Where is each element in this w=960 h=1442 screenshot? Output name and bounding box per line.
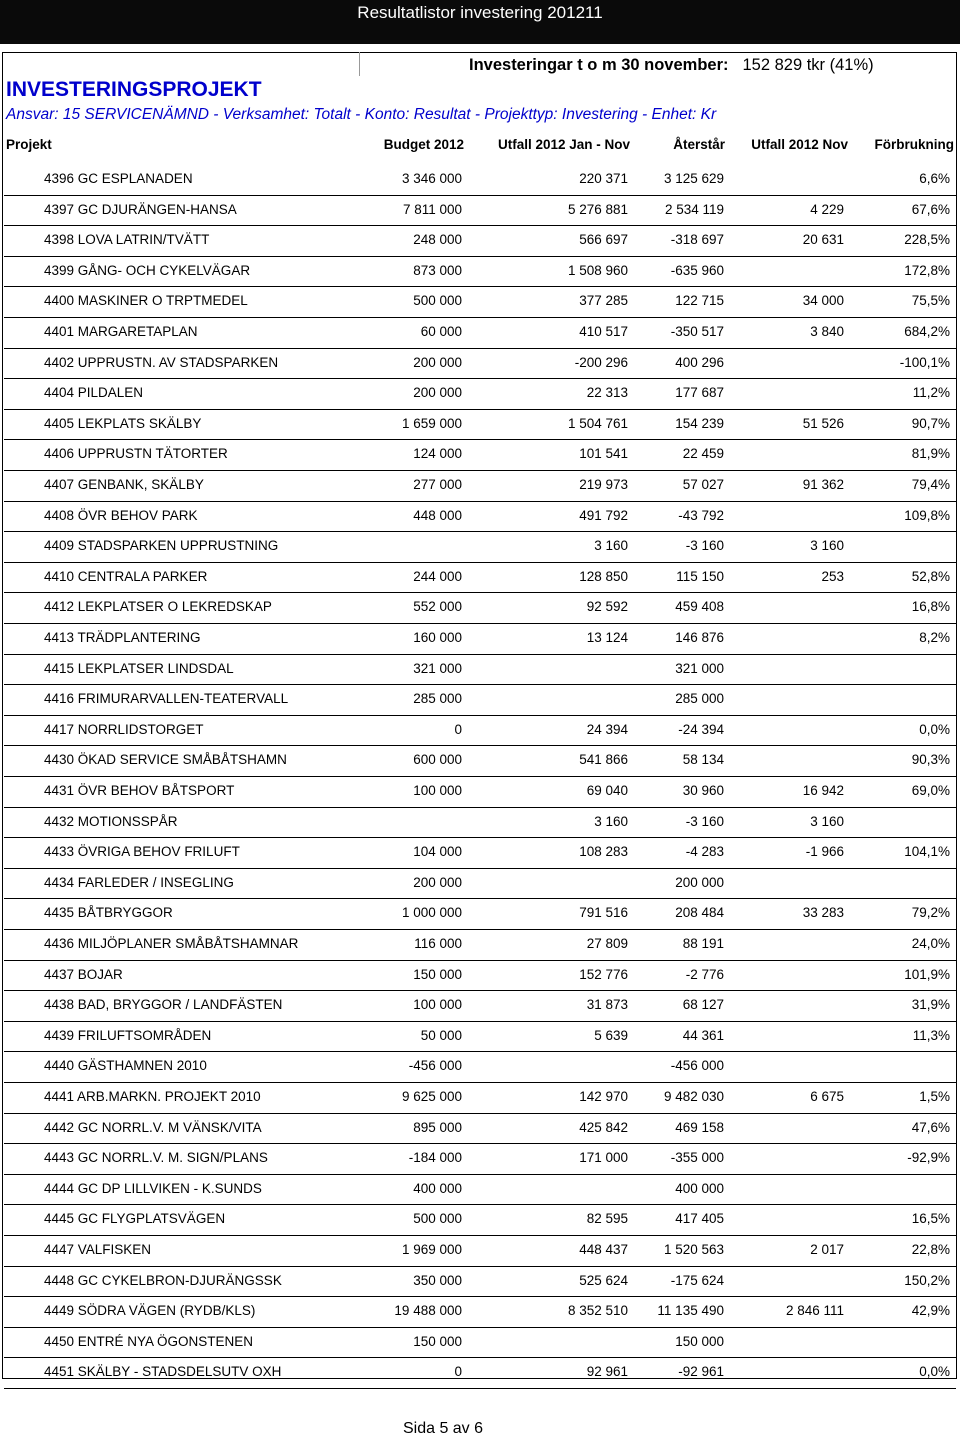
project-name: 4433 ÖVRIGA BEHOV FRILUFT [44,844,240,860]
utfall-cell: 13 124 [586,630,628,645]
utfall-cell: 791 516 [579,905,628,921]
forbrukning-cell: 228,5% [904,232,950,248]
aterstar-cell: 30 960 [682,783,724,798]
aterstar-cell: 68 127 [682,997,724,1013]
budget-cell: 400 000 [413,1180,462,1196]
utfall-cell: 82 595 [586,1211,628,1227]
aterstar-cell: -3 160 [685,813,724,829]
utfall-cell: 152 776 [579,966,628,982]
project-name: 4410 CENTRALA PARKER [44,568,208,584]
utfall-cell: 8 352 510 [567,1303,628,1319]
table-row [4,349,956,380]
project-name: 4417 NORRLIDSTORGET [44,721,204,737]
utfall-cell: 5 639 [594,1027,628,1043]
project-name: 4398 LOVA LATRIN/TVÄTT [44,232,210,248]
aterstar-cell: 417 405 [675,1211,724,1227]
aterstar-cell: 3 125 629 [663,171,724,186]
aterstar-cell: 200 000 [675,874,724,890]
budget-cell: 0 [454,1364,462,1380]
budget-cell: 124 000 [413,446,462,462]
utfall-nov-cell: 51 526 [802,415,844,431]
project-name: 4416 FRIMURARVALLEN-TEATERVALL [44,691,289,707]
forbrukning-cell: 67,6% [911,201,950,217]
utfall-nov-cell: 3 160 [810,813,844,829]
table-row [4,226,956,257]
budget-cell: 1 659 000 [401,415,462,431]
table-row [4,1083,956,1114]
utfall-nov-cell: 6 675 [810,1089,844,1104]
forbrukning-cell: 52,8% [911,568,950,584]
project-name: 4431 ÖVR BEHOV BÅTSPORT [44,783,235,798]
budget-cell: 0 [454,721,462,737]
forbrukning-cell: 8,2% [919,630,950,645]
project-name: 4407 GENBANK, SKÄLBY [44,477,204,492]
column-header-utfall: Utfall 2012 Jan - Nov [497,137,630,152]
column-header-aterstar: Återstår [673,137,725,152]
aterstar-cell: 177 687 [675,385,724,401]
aterstar-cell: -92 961 [678,1364,724,1380]
budget-cell: 1 969 000 [401,1242,462,1257]
utfall-nov-cell: 4 229 [810,201,844,217]
aterstar-cell: -4 283 [685,844,724,860]
aterstar-cell: 44 361 [682,1027,724,1043]
budget-cell: 116 000 [414,936,462,951]
project-name: 4445 GC FLYGPLATSVÄGEN [44,1211,226,1227]
table-row [4,563,956,594]
utfall-cell: 566 697 [579,232,628,248]
utfall-cell: 377 285 [579,293,628,309]
table-row [4,410,956,441]
budget-cell: 873 000 [413,262,462,278]
forbrukning-cell: 81,9% [911,446,950,462]
aterstar-cell: -350 517 [670,324,724,339]
budget-cell: 277 000 [413,477,462,492]
project-name: 4451 SKÄLBY - STADSDELSUTV OXH [44,1364,282,1380]
forbrukning-cell: 16,8% [911,599,950,615]
aterstar-cell: 9 482 030 [663,1089,724,1104]
aterstar-cell: -43 792 [678,507,724,523]
table-row [4,502,956,533]
table-row [4,1267,956,1298]
budget-cell: 500 000 [413,293,462,309]
utfall-cell: 24 394 [586,721,628,737]
aterstar-cell: 150 000 [675,1333,724,1349]
utfall-nov-cell: 91 362 [802,477,844,492]
budget-cell: 448 000 [413,507,462,523]
project-name: 4430 ÖKAD SERVICE SMÅBÅTSHAMN [44,752,287,768]
project-name: 4402 UPPRUSTN. AV STADSPARKEN [44,354,279,370]
project-name: 4408 ÖVR BEHOV PARK [44,507,198,523]
budget-cell: 100 000 [413,997,462,1013]
forbrukning-cell: 69,0% [911,783,950,798]
project-name: 4439 FRILUFTSOMRÅDEN [44,1027,212,1043]
table-row [4,1114,956,1145]
utfall-cell: 219 973 [579,477,628,492]
utfall-cell: 491 792 [579,507,628,523]
table-row [4,961,956,992]
utfall-cell: 1 508 960 [567,262,628,278]
utfall-nov-cell: 3 160 [810,538,844,554]
aterstar-cell: 88 191 [682,936,724,951]
table-row [4,899,956,930]
project-name: 4406 UPPRUSTN TÄTORTER [44,446,228,462]
investment-summary [469,56,874,75]
aterstar-cell: 2 534 119 [664,201,724,217]
column-header-budget: Budget 2012 [383,137,464,152]
column-header-forbrukning: Förbrukning [874,137,954,152]
budget-cell: 350 000 [413,1272,462,1288]
forbrukning-cell: 22,8% [911,1242,950,1257]
project-name: 4447 VALFISKEN [44,1242,152,1257]
forbrukning-cell: 31,9% [911,997,950,1013]
project-name: 4400 MASKINER O TRPTMEDEL [44,293,248,309]
table-row [4,685,956,716]
budget-cell: 200 000 [413,354,462,370]
project-name: 4401 MARGARETAPLAN [44,324,198,339]
forbrukning-cell: 0,0% [919,1364,950,1380]
aterstar-cell: 208 484 [675,905,724,921]
table-row [4,318,956,349]
utfall-nov-cell: 2 846 111 [785,1303,844,1319]
column-header-utfall-nov: Utfall 2012 Nov [751,137,848,152]
utfall-cell: 108 283 [579,844,628,860]
utfall-cell: 92 961 [586,1364,628,1380]
budget-cell: 160 000 [413,630,462,645]
aterstar-cell: 1 520 563 [663,1242,724,1257]
table-row [4,838,956,869]
budget-cell: 150 000 [413,966,462,982]
forbrukning-cell: -100,1% [899,354,950,370]
table-row [4,777,956,808]
forbrukning-cell: 101,9% [904,966,950,982]
utfall-cell: 3 160 [594,538,628,554]
budget-cell: 100 000 [413,783,462,798]
project-name: 4442 GC NORRL.V. M VÄNSK/VITA [44,1119,262,1135]
utfall-cell: 3 160 [594,813,628,829]
aterstar-cell: 11 135 490 [657,1303,724,1319]
forbrukning-cell: 16,5% [911,1211,950,1227]
project-name: 4399 GÅNG- OCH CYKELVÄGAR [44,262,251,278]
forbrukning-cell: 1,5% [919,1089,950,1104]
project-name: 4415 LEKPLATSER LINDSDAL [44,660,234,676]
budget-cell: 244 000 [413,568,462,584]
aterstar-cell: 122 715 [675,293,724,309]
table-row [4,532,956,563]
budget-cell: -456 000 [408,1058,462,1074]
aterstar-cell: 58 134 [682,752,724,768]
table-row [4,440,956,471]
utfall-cell: 410 517 [579,324,628,339]
project-name: 4404 PILDALEN [44,385,144,401]
utfall-cell: 425 842 [579,1119,628,1135]
table-row [4,1236,956,1267]
summary-label: Investeringar t o m 30 november: [469,56,729,74]
budget-cell: 60 000 [420,324,462,339]
forbrukning-cell: 75,5% [911,293,950,309]
utfall-nov-cell: 20 631 [802,232,844,248]
forbrukning-cell: 172,8% [904,262,950,278]
utfall-cell: 1 504 761 [567,415,628,431]
aterstar-cell: 115 150 [676,568,724,584]
utfall-cell: 128 850 [579,568,628,584]
aterstar-cell: 321 000 [675,660,724,676]
forbrukning-cell: 79,4% [911,477,950,492]
table-row [4,1144,956,1175]
budget-cell: 200 000 [413,874,462,890]
forbrukning-cell: 11,3% [912,1027,950,1043]
project-name: 4438 BAD, BRYGGOR / LANDFÄSTEN [44,997,283,1013]
forbrukning-cell: 104,1% [904,844,950,860]
forbrukning-cell: 684,2% [904,324,950,339]
budget-cell: 500 000 [413,1211,462,1227]
utfall-nov-cell: 253 [821,568,844,584]
table-row [4,1358,956,1389]
table-row [4,1205,956,1236]
budget-cell: 1 000 000 [401,905,462,921]
project-name: 4449 SÖDRA VÄGEN (RYDB/KLS) [44,1303,256,1319]
project-name: 4440 GÄSTHAMNEN 2010 [44,1058,207,1074]
utfall-cell: 22 313 [586,385,628,401]
utfall-cell: 69 040 [586,783,628,798]
utfall-cell: 220 371 [579,171,628,186]
project-name: 4432 MOTIONSSPÅR [44,813,178,829]
table-row [4,1175,956,1206]
table-row [4,379,956,410]
utfall-nov-cell: 2 017 [810,1242,844,1257]
budget-cell: 895 000 [413,1119,462,1135]
aterstar-cell: -355 000 [670,1150,724,1166]
project-name: 4412 LEKPLATSER O LEKREDSKAP [44,599,272,615]
aterstar-cell: -3 160 [685,538,724,554]
report-subtitle: Ansvar: 15 SERVICENÄMND - Verksamhet: Totalt - Konto: Resultat - Projekttyp: Investering - Enhet: Kr [6,106,717,123]
utfall-cell: 27 809 [586,936,628,951]
table-row [4,1052,956,1083]
budget-cell: 248 000 [413,232,462,248]
table-row [4,257,956,288]
budget-cell: 3 346 000 [401,171,462,186]
project-name: 4437 BOJAR [44,966,123,982]
utfall-cell: 5 276 881 [567,201,628,217]
utfall-nov-cell: 34 000 [802,293,844,309]
utfall-cell: 92 592 [586,599,628,615]
table-row [4,624,956,655]
table-row [4,196,956,227]
aterstar-cell: 285 000 [675,691,724,707]
project-name: 4443 GC NORRL.V. M. SIGN/PLANS [44,1150,268,1166]
budget-cell: 552 000 [413,599,462,615]
summary-value: 152 829 tkr (41%) [742,56,874,74]
forbrukning-cell: 150,2% [904,1272,950,1288]
budget-cell: 7 811 000 [402,201,462,217]
utfall-cell: 171 000 [579,1150,628,1166]
project-name: 4396 GC ESPLANADEN [44,171,193,186]
project-name: 4435 BÅTBRYGGOR [44,905,173,921]
document-title-bar [0,0,960,44]
utfall-cell: 101 541 [579,446,628,462]
table-row [4,593,956,624]
table-row [4,165,956,196]
utfall-cell: 525 624 [579,1272,628,1288]
forbrukning-cell: 42,9% [911,1303,950,1319]
table-row [4,716,956,747]
project-name: 4397 GC DJURÄNGEN-HANSA [44,201,237,217]
project-name: 4436 MILJÖPLANER SMÅBÅTSHAMNAR [44,936,299,951]
utfall-cell: 31 873 [586,997,628,1013]
utfall-cell: 142 970 [579,1089,628,1104]
aterstar-cell: 57 027 [682,477,724,492]
aterstar-cell: 22 459 [682,446,724,462]
forbrukning-cell: 90,7% [911,415,950,431]
table-row [4,930,956,961]
table-row [4,1328,956,1359]
project-name: 4434 FARLEDER / INSEGLING [44,874,234,890]
project-name: 4448 GC CYKELBRON-DJURÄNGSSK [44,1272,282,1288]
forbrukning-cell: 0,0% [919,721,950,737]
utfall-nov-cell: 33 283 [802,905,844,921]
table-row [4,655,956,686]
forbrukning-cell: 109,8% [904,507,950,523]
aterstar-cell: -24 394 [678,721,724,737]
aterstar-cell: 154 239 [675,415,724,431]
utfall-cell: 448 437 [579,1242,628,1257]
project-name: 4409 STADSPARKEN UPPRUSTNING [44,538,279,554]
project-name: 4450 ENTRÉ NYA ÖGONSTENEN [44,1333,254,1349]
forbrukning-cell: -92,9% [907,1150,950,1166]
aterstar-cell: -635 960 [670,262,724,278]
report-title: INVESTERINGSPROJEKT [6,78,262,101]
header-divider [359,52,360,76]
utfall-nov-cell: -1 966 [805,844,844,860]
table-row [4,991,956,1022]
aterstar-cell: 459 408 [675,599,724,615]
table-row [4,1022,956,1053]
budget-cell: 600 000 [413,752,462,768]
project-name: 4413 TRÄDPLANTERING [44,630,201,645]
table-row [4,287,956,318]
forbrukning-cell: 47,6% [911,1119,950,1135]
table-row [4,746,956,777]
utfall-cell: 541 866 [579,752,628,768]
aterstar-cell: -2 776 [685,966,724,982]
project-name: 4405 LEKPLATS SKÄLBY [44,415,202,431]
forbrukning-cell: 11,2% [912,385,950,401]
table-row [4,1297,956,1328]
aterstar-cell: 469 158 [675,1119,724,1135]
budget-cell: 321 000 [413,660,462,676]
aterstar-cell: 146 876 [675,630,724,645]
budget-cell: 9 625 000 [401,1089,462,1104]
aterstar-cell: -175 624 [670,1272,724,1288]
budget-cell: -184 000 [408,1150,462,1166]
table-row [4,808,956,839]
aterstar-cell: 400 000 [675,1180,724,1196]
forbrukning-cell: 24,0% [911,936,950,951]
forbrukning-cell: 90,3% [911,752,950,768]
budget-cell: 150 000 [413,1333,462,1349]
budget-cell: 104 000 [413,844,462,860]
aterstar-cell: 400 296 [675,354,724,370]
utfall-cell: -200 296 [574,354,628,370]
aterstar-cell: -318 697 [670,232,724,248]
page-number: Sida 5 av 6 [402,1420,484,1437]
aterstar-cell: -456 000 [670,1058,724,1074]
budget-cell: 200 000 [413,385,462,401]
document-title: Resultatlistor investering 201211 [357,3,603,22]
budget-cell: 19 488 000 [394,1303,462,1319]
forbrukning-cell: 6,6% [919,171,950,186]
budget-cell: 285 000 [413,691,462,707]
project-name: 4441 ARB.MARKN. PROJEKT 2010 [44,1089,261,1104]
project-name: 4444 GC DP LILLVIKEN - K.SUNDS [44,1180,262,1196]
table-row [4,869,956,900]
column-header-projekt: Projekt [6,137,52,152]
utfall-nov-cell: 3 840 [810,324,844,339]
budget-cell: 50 000 [420,1027,462,1043]
forbrukning-cell: 79,2% [911,905,950,921]
table-row [4,471,956,502]
utfall-nov-cell: 16 942 [802,783,844,798]
